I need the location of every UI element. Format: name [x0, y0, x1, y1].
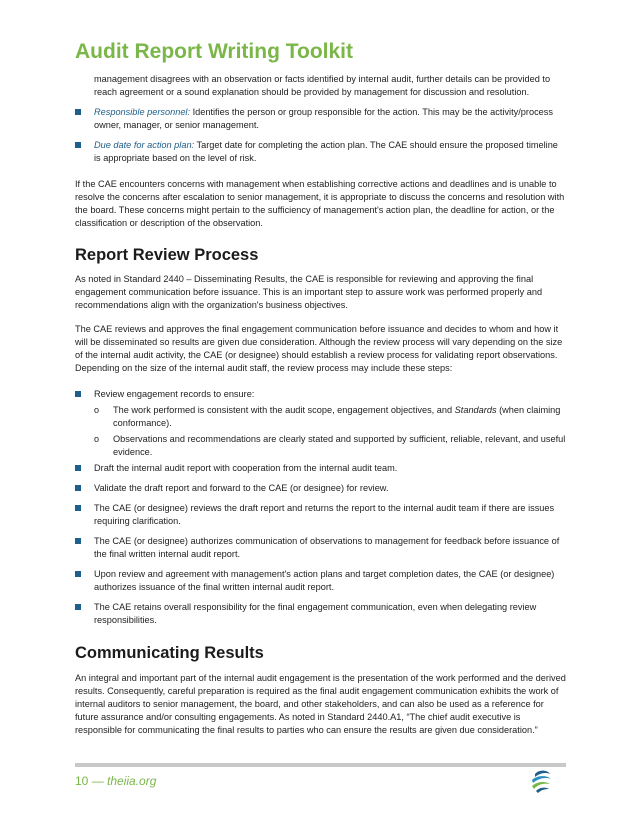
- square-bullet-icon: [75, 109, 81, 115]
- page-content: [75, 73, 566, 737]
- review-steps-list: [75, 388, 566, 627]
- circle-bullet-icon: o: [94, 405, 100, 415]
- list-item: [75, 106, 566, 132]
- sub-list-item: o Observations and recommendations are clearly stated and supported by sufficient, reliable, relevant, and useful evidence.: [94, 434, 566, 457]
- bullet-text: The CAE retains overall responsibility for the final engagement communication, even when delegating review responsibilities.: [94, 602, 537, 625]
- square-bullet-icon: [75, 485, 81, 491]
- review-paragraph-1: As noted in Standard 2440 – Disseminating Results, the CAE is responsible for reviewing and approving the final engagement communication before issuance. This is an important step to assure work was performed properly and recommendations align with the organization's business objectives.: [75, 274, 543, 310]
- bullet-term: Due date for action plan:: [94, 140, 195, 150]
- iia-logo-icon: [529, 768, 553, 794]
- page-title: Audit Report Writing Toolkit: [75, 40, 354, 63]
- footer: [75, 774, 156, 788]
- list-item: [75, 482, 566, 495]
- sub-list-item: o The work performed is consistent with the audit scope, engagement objectives, and Standards (when claiming conformance).: [94, 405, 561, 428]
- footer-divider: [75, 763, 566, 767]
- continuation-text: management disagrees with an observation or facts identified by internal audit, further details can be provided to reach agreement or a sound explanation should be provided by management for discussion and resolution.: [94, 74, 551, 97]
- square-bullet-icon: [75, 604, 81, 610]
- list-item: [75, 502, 566, 528]
- bullet-term: Responsible personnel:: [94, 107, 191, 117]
- bullet-text: Target date for completing the action plan. The CAE should ensure the proposed timeline is appropriate based on the level of risk.: [94, 140, 558, 163]
- sub-list: [94, 404, 566, 459]
- bullet-text: Upon review and agreement with management's action plans and target completion dates, the CAE (or designee) authorizes issuance of the final written internal audit report.: [94, 569, 555, 592]
- square-bullet-icon: [75, 142, 81, 148]
- bullet-text: Review engagement records to ensure:: [94, 389, 255, 399]
- communicating-paragraph: An integral and important part of the internal audit engagement is the presentation of the work performed and the derived results. Consequently, careful preparation is required as the final audit engagement communication exhibits the work of internal auditors to senior management, the board, and other stakeholders, and can also be used as a reference for future assurance and/or consulting engagements. As noted in Standard 2440.A1, “The chief audit executive is responsible for communicating the final results to parties who can ensure the results are given due consideration.”: [75, 673, 566, 735]
- footer-site-link[interactable]: theiia.org: [107, 774, 157, 788]
- list-item: [75, 388, 566, 459]
- section-heading-review: Report Review Process: [75, 246, 259, 264]
- list-item: [75, 568, 566, 594]
- square-bullet-icon: [75, 391, 81, 397]
- intro-bullet-list: [75, 106, 566, 165]
- bullet-text: The CAE (or designee) reviews the draft report and returns the report to the internal audit team if there are issues requiring clarification.: [94, 503, 555, 526]
- page-number: 10: [75, 774, 89, 788]
- list-item: [75, 139, 566, 165]
- list-item: [75, 601, 566, 627]
- section-heading-communicating: Communicating Results: [75, 644, 264, 662]
- square-bullet-icon: [75, 571, 81, 577]
- footer-dash: —: [88, 774, 108, 788]
- review-paragraph-2: The CAE reviews and approves the final engagement communication before issuance and decides to whom and how it will be disseminated so results are given due consideration. Although the review process will vary depending on the size of the internal audit activity, the CAE (or designee) should establish a review process for validating report observations. Depending on the size of the internal audit staff, the review process may include these steps:: [75, 324, 563, 373]
- list-item: [75, 535, 566, 561]
- bullet-text: Identifies the person or group responsible for the action. This may be the activity/process owner, manager, or senior management.: [94, 107, 553, 130]
- standards-emphasis: Standards: [454, 405, 497, 415]
- bullet-text: The CAE (or designee) authorizes communication of observations to management for feedback before issuance of the final written internal audit report.: [94, 536, 560, 559]
- bullet-text: Validate the draft report and forward to the CAE (or designee) for review.: [94, 483, 389, 493]
- bullet-text: Draft the internal audit report with cooperation from the internal audit team.: [94, 463, 398, 473]
- square-bullet-icon: [75, 505, 81, 511]
- escalation-paragraph: If the CAE encounters concerns with management when establishing corrective actions and deadlines and is unable to resolve the concerns after escalation to senior management, it is appropriate to discuss the concerns and resolution with the board. These concerns might pertain to the sufficiency of management's action plan, the deadline for action, or the classification or description of the observation.: [75, 179, 565, 228]
- list-item: [75, 462, 566, 475]
- circle-bullet-icon: o: [94, 434, 100, 444]
- square-bullet-icon: [75, 538, 81, 544]
- square-bullet-icon: [75, 465, 81, 471]
